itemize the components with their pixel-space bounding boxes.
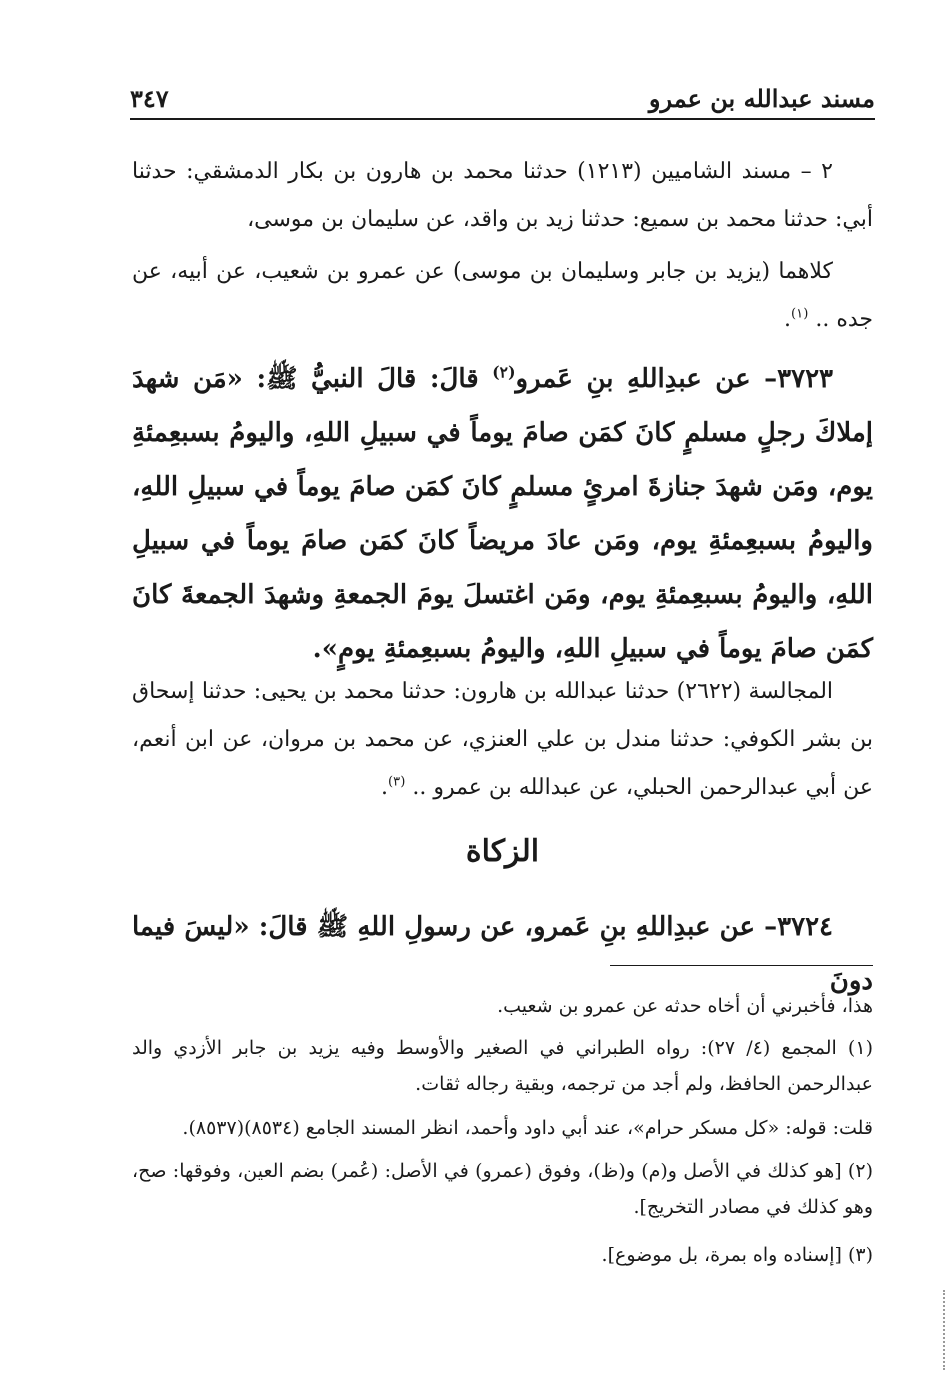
footnote-1-note: قلت: قوله: «كل مسكر حرام»، عند أبي داود وأحمد، انظر المسند الجامع (٨٥٣٤)(٨٥٣٧). (182, 1117, 873, 1139)
full-stop: . (783, 307, 791, 332)
paragraph-musnad-shamiyyin: ٢ – مسند الشاميين (١٢١٣) حدثنا محمد بن هارون بن بكار الدمشقي: حدثنا أبي: حدثنا محمد بن سميع: حدثنا زيد بن واقد، عن سليمان بن موسى، (132, 159, 873, 232)
running-title: مسند عبدالله بن عمرو (648, 84, 875, 113)
paragraph-both-narrators (132, 248, 873, 344)
header-rule (130, 118, 875, 120)
footnote-separator (610, 965, 873, 966)
footnote-3: (٣) [إسناده واه بمرة، بل موضوع]. (601, 1244, 873, 1266)
page-header (130, 78, 875, 118)
scan-margin-marks (941, 1290, 945, 1370)
footnote-ref-3: (٣) (387, 774, 406, 790)
paragraph-text: كلاهما (يزيد بن جابر وسليمان بن موسى) عن عمرو بن شعيب، عن أبيه، عن جده .. (132, 259, 873, 332)
full-stop: . (380, 775, 388, 800)
hadith-3724: ٣٧٢٤– عن عبدِاللهِ بنِ عَمرو، عن رسولِ اللهِ ﷺ قالَ: «ليسَ فيما دونَ (132, 912, 873, 996)
footnote-2: (٢) [هو كذلك في الأصل و(م) و(ظ)، وفوق (عمرو) في الأصل: (عُمر) بضم العين، وفوقها: صح، وهو كذلك في مصادر التخريج]. (132, 1160, 873, 1218)
page-number: ٣٤٧ (130, 84, 169, 113)
footnote-ref-1: (١) (790, 306, 809, 322)
paragraph-text: المجالسة (٢٦٢٢) حدثنا عبدالله بن هارون: حدثنا محمد بن يحيى: حدثنا إسحاق بن بشر الكوفي: حدثنا مندل بن علي العنزي، عن محمد بن مروان، عن ابن أنعم، عن أبي عبدالرحمن الحبلي، عن عبدالله بن عمرو .. (132, 679, 873, 800)
footnote-1: (١) المجمع (٤/ ٢٧): رواه الطبراني في الصغير والأوسط وفيه يزيد بن جابر الأزدي والد عبدالرحمن الحافظ، ولم أجد من ترجمه، وبقية رجاله ثقات. (132, 1037, 873, 1095)
paragraph-mujalasa (132, 668, 873, 812)
hadith-3723 (132, 352, 873, 676)
footnote-ref-2: (٢) (492, 362, 516, 382)
hadith-isnad: ٣٧٢٣– عن عبدِاللهِ بنِ عَمرو (515, 364, 833, 394)
footnote-continuation: هذا، فأخبرني أن أخاه حدثه عن عمرو بن شعيب. (497, 995, 873, 1017)
section-title-zakat: الزكاة (465, 834, 540, 869)
hadith-matn: قالَ: قالَ النبيُّ ﷺ: «مَن شهدَ إملاكَ رجلٍ مسلمٍ كانَ كمَن صامَ يوماً في سبيلِ اللهِ، واليومُ بسبعِمئةِ يوم، ومَن شهدَ جنازةَ امرئٍ مسلمٍ كانَ كمَن صامَ يوماً في سبيلِ اللهِ، واليومُ بسبعِمئةِ يوم، ومَن عادَ مريضاً كانَ كمَن صامَ يوماً في سبيلِ اللهِ، واليومُ بسبعِمئةِ يوم، ومَن اغتسلَ يومَ الجمعةِ وشهدَ الجمعةَ كانَ كمَن صامَ يوماً في سبيلِ اللهِ، واليومُ بسبعِمئةِ يومٍ». (132, 364, 873, 664)
